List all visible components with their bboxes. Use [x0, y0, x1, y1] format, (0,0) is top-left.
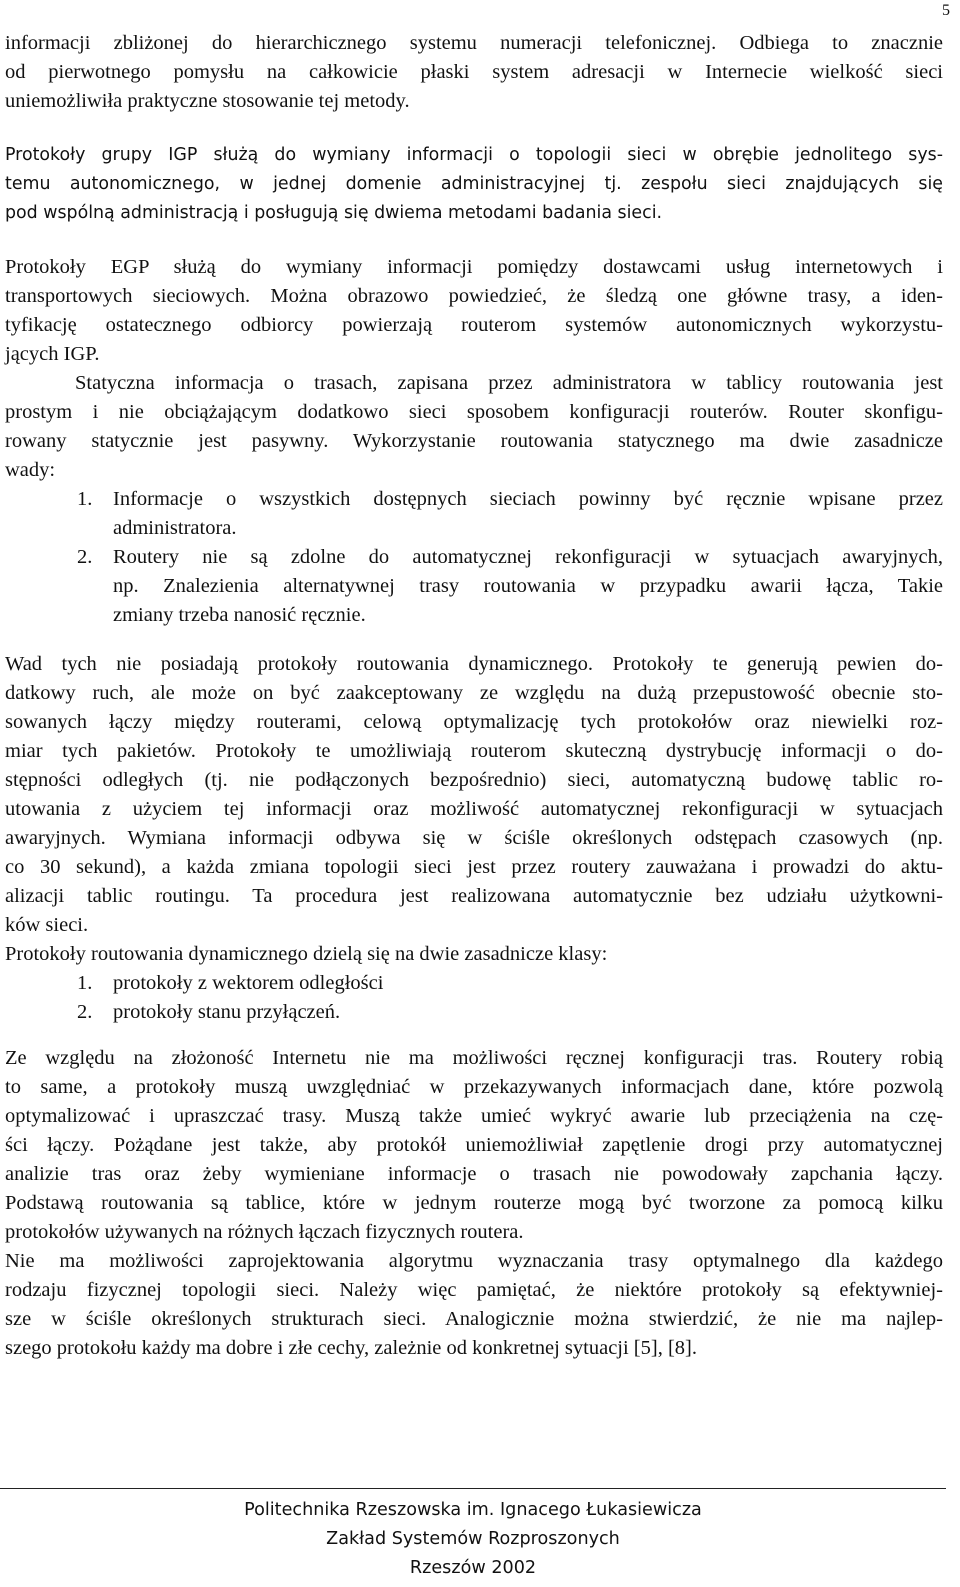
list-item [5, 543, 943, 572]
page-footer [0, 1496, 946, 1583]
text-line: ków sieci. [5, 914, 89, 936]
text-line: temu autonomicznego, w jednej domenie administracyjnej tj. zespołu sieci znajdujących się [5, 174, 943, 194]
list-item-continuation: np. Znalezienia alternatywnej trasy routowania w przypadku awarii łącza, Takie [113, 575, 943, 597]
list-item-text: protokoły stanu przyłączeń. [113, 1001, 341, 1023]
list-item [5, 969, 943, 998]
footer-divider [0, 1488, 946, 1489]
text-line: stępności odległych (tj. nie podłączonych bezpośrednio) sieci, automatyczną budowę tablic ro- [5, 769, 943, 791]
text-line: awaryjnych. Wymiana informacji odbywa się w ściśle określonych odstępach czasowych (np. [5, 827, 943, 849]
text-line: Protokoły grupy IGP służą do wymiany informacji o topologii sieci w obrębie jednolitego sys- [5, 145, 943, 165]
text-line: utowania z użyciem tej informacji oraz możliwość automatycznej rekonfiguracji w sytuacjach [5, 798, 943, 820]
list-item-text: Informacje o wszystkich dostępnych sieciach powinny być ręcznie wpisane przez [113, 488, 943, 510]
list-number: 1. [77, 972, 93, 994]
text-line: informacji zbliżonej do hierarchicznego systemu numeracji telefonicznej. Odbiega to znacznie [5, 32, 943, 54]
paragraph-internet-complexity [5, 1044, 943, 1363]
paragraph-dynamic-routing [5, 650, 943, 1027]
text-line: prostym i nie obciążającym dodatkowo sieci sposobem konfiguracji routerów. Router skonfigu- [5, 401, 943, 423]
list-number: 2. [77, 546, 93, 568]
text-line: optymalizować i upraszczać trasy. Muszą także umieć wykryć awarie lub przeciążenia na czę- [5, 1105, 943, 1127]
paragraph-igp [5, 141, 943, 228]
text-line: to same, a protokoły muszą uwzględniać w przekazywanych informacjach dane, które pozwolą [5, 1076, 943, 1098]
text-line: protokołów używanych na różnych łączach fizycznych routera. [5, 1221, 524, 1243]
text-line: datkowy ruch, ale może on być zaakceptowany ze względu na dużą przepustowość obecnie sto- [5, 682, 943, 704]
list-item [5, 998, 943, 1027]
text-line: uniemożliwiła praktyczne stosowanie tej metody. [5, 90, 410, 112]
paragraph-intro [5, 29, 943, 116]
text-line: sze w ściśle określonych strukturach sieci. Analogicznie można stwierdzić, że nie ma najlep- [5, 1308, 943, 1330]
text-line: miar tych pakietów. Protokoły te umożliwiają routerom skuteczną dystrybucję informacji o do- [5, 740, 943, 762]
list-number: 1. [77, 488, 93, 510]
text-line: alizacji tablic routingu. Ta procedura jest realizowana automatycznie bez udziału użytkowni- [5, 885, 943, 907]
text-line: rowany statycznie jest pasywny. Wykorzystanie routowania statycznego ma dwie zasadnicze [5, 430, 943, 452]
footer-university: Politechnika Rzeszowska im. Ignacego Łukasiewicza [244, 1500, 702, 1520]
text-line: rodzaju fizycznej topologii sieci. Należy więc pamiętać, że niektóre protokoły są efektywniej- [5, 1279, 943, 1301]
footer-department: Zakład Systemów Rozproszonych [326, 1529, 620, 1549]
list-item [5, 485, 943, 514]
text-line: Wad tych nie posiadają protokoły routowania dynamicznego. Protokoły te generują pewien do- [5, 653, 943, 675]
page-number: 5 [942, 2, 950, 19]
text-line: Statyczna informacja o trasach, zapisana przez administratora w tablicy routowania jest [75, 372, 943, 394]
list-item-continuation: zmiany trzeba nanosić ręcznie. [113, 604, 366, 626]
list-item-text: Routery nie są zdolne do automatycznej rekonfiguracji w sytuacjach awaryjnych, [113, 546, 943, 568]
text-line: Ze względu na złożoność Internetu nie ma możliwości ręcznej konfiguracji tras. Routery robią [5, 1047, 943, 1069]
paragraph-egp [5, 253, 943, 630]
text-line: Protokoły routowania dynamicznego dzielą się na dwie zasadnicze klasy: [5, 943, 608, 965]
text-line: tyfikację ostatecznego odbiorcy powierzają routerom systemów autonomicznych wykorzystu- [5, 314, 943, 336]
footer-place-year: Rzeszów 2002 [409, 1558, 537, 1578]
text-line: od pierwotnego pomysłu na całkowicie płaski system adresacji w Internecie wielkość sieci [5, 61, 943, 83]
text-line: Protokoły EGP służą do wymiany informacji pomiędzy dostawcami usług internetowych i [5, 256, 943, 278]
text-line: sowanych łączy między routerami, celową optymalizację tych protokołów oraz niewielki roz- [5, 711, 943, 733]
text-line: jących IGP. [5, 343, 100, 365]
list-number: 2. [77, 1001, 93, 1023]
text-line: ści łączy. Pożądane jest także, aby protokół uniemożliwiał zapętlenie drogi przy automatycznej [5, 1134, 943, 1156]
text-line: Nie ma możliwości zaprojektowania algorytmu wyznaczania trasy optymalnego dla każdego [5, 1250, 943, 1272]
text-line: Podstawą routowania są tablice, które w jednym routerze mogą być tworzone za pomocą kilku [5, 1192, 943, 1214]
text-line: analizie tras oraz żeby wymieniane informacje o trasach nie powodowały zapchania łączy. [5, 1163, 943, 1185]
text-line: pod wspólną administracją i posługują się dwiema metodami badania sieci. [5, 203, 663, 223]
list-item-continuation: administratora. [113, 517, 237, 539]
text-line: transportowych sieciowych. Można obrazowo powiedzieć, że śledzą one główne trasy, a iden- [5, 285, 943, 307]
text-line: szego protokołu każdy ma dobre i złe cechy, zależnie od konkretnej sytuacji [5], [8]. [5, 1337, 697, 1359]
text-line: wady: [5, 459, 56, 481]
text-line: co 30 sekund), a każda zmiana topologii sieci jest przez routery zauważana i prowadzi do aktu- [5, 856, 943, 878]
list-item-text: protokoły z wektorem odległości [113, 972, 384, 994]
